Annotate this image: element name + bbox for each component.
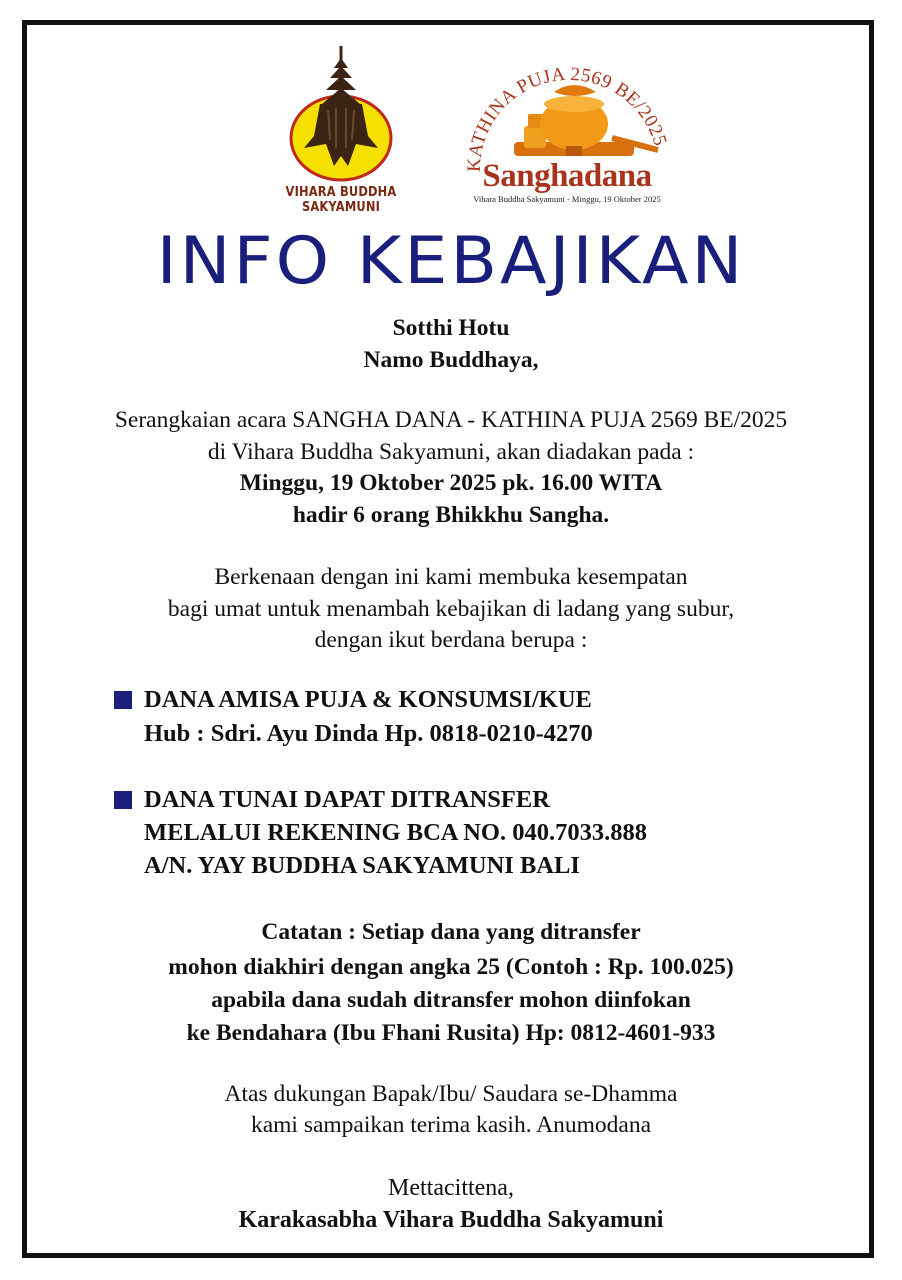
event-date: Minggu, 19 Oktober 2025 pk. 16.00 WITA <box>239 470 663 496</box>
bullet-square-icon <box>114 791 132 809</box>
temple-emblem-icon <box>286 44 396 184</box>
kathina-arc-text: KATHINA PUJA 2569 BE/2025 <box>463 63 671 173</box>
thanks-line-1: Atas dukungan Bapak/Ibu/ Saudara se-Dhamma <box>224 1081 678 1107</box>
note-line-1: Catatan : Setiap dana yang ditransfer <box>261 919 641 945</box>
note-line-2: mohon diakhiri dengan angka 25 (Contoh : Rp. 100.025) <box>168 954 734 980</box>
sangha-attendance: hadir 6 orang Bhikkhu Sangha. <box>292 502 610 528</box>
vihara-logo <box>238 44 444 214</box>
closing: Mettacittena, <box>388 1175 514 1201</box>
vihara-logo-text: VIHARA BUDDHA SAKYAMUNI <box>285 185 397 215</box>
sanghadana-logo <box>462 54 672 214</box>
thanks-line-2: kami sampaikan terima kasih. Anumodana <box>250 1112 652 1138</box>
invite-line-1: Berkenaan dengan ini kami membuka kesempatan <box>214 564 688 590</box>
signature: Karakasabha Vihara Buddha Sakyamuni <box>238 1207 664 1233</box>
note-line-3: apabila dana sudah ditransfer mohon diinfokan <box>211 987 691 1013</box>
greeting-line-1: Sotthi Hotu <box>392 315 510 341</box>
bullet-square-icon <box>114 691 132 709</box>
note-line-4: ke Bendahara (Ibu Fhani Rusita) Hp: 0812-4601-933 <box>186 1020 716 1046</box>
item-contact: Hub : Sdri. Ayu Dinda Hp. 0818-0210-4270 <box>144 720 593 747</box>
sanghadana-subtitle: Vihara Buddha Sakyamuni - Minggu, 19 Oktober 2025 <box>473 194 661 204</box>
account-holder: A/N. YAY BUDDHA SAKYAMUNI BALI <box>144 852 580 879</box>
item-heading: DANA TUNAI DAPAT DITRANSFER <box>144 786 550 813</box>
page-title: INFO KEBAJIKAN <box>156 223 746 300</box>
greeting-line-2: Namo Buddhaya, <box>363 347 539 373</box>
invite-line-2: bagi umat untuk menambah kebajikan di ladang yang subur, <box>167 596 735 622</box>
sanghadana-wordmark: Sanghadana <box>482 158 652 194</box>
intro-line-2: di Vihara Buddha Sakyamuni, akan diadakan pada : <box>207 439 695 465</box>
item-heading: DANA AMISA PUJA & KONSUMSI/KUE <box>144 686 592 713</box>
intro-line-1: Serangkaian acara SANGHA DANA - KATHINA PUJA 2569 BE/2025 <box>114 407 788 433</box>
invite-line-3: dengan ikut berdana berupa : <box>314 627 588 653</box>
bank-account: MELALUI REKENING BCA NO. 040.7033.888 <box>144 819 647 846</box>
